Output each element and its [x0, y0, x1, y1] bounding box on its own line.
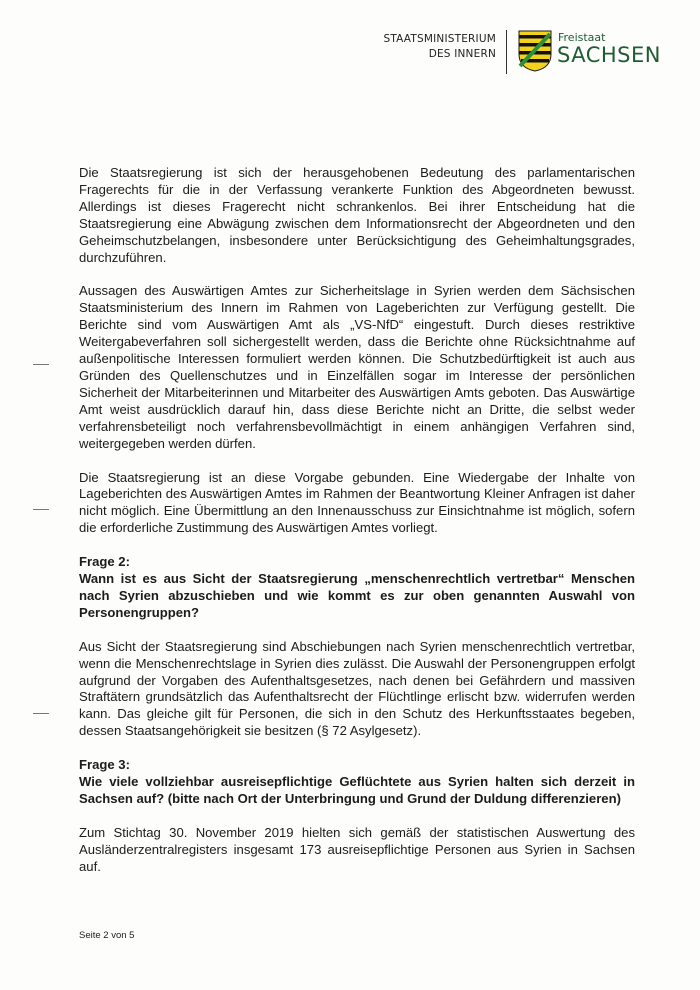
letterhead [378, 30, 678, 82]
margin-fold-mark [33, 713, 49, 714]
header-divider [506, 30, 507, 74]
question-3-text: Wie viele vollziehbar ausreisepflichtige Geflüchtete aus Syrien halten sich derzeit in Sachsen auf? (bitte nach Ort der Unterbringung und Grund der Duldung differenzieren) [79, 774, 635, 806]
margin-fold-mark [33, 509, 49, 510]
ministry-line-1: STAATSMINISTERIUM [383, 33, 496, 45]
saxony-coat-of-arms-icon [518, 30, 552, 72]
document-body [79, 165, 635, 893]
state-label-small: Freistaat [558, 31, 606, 44]
margin-fold-mark [33, 364, 49, 365]
page-number: Seite 2 von 5 [79, 930, 135, 941]
ministry-line-2: DES INNERN [428, 48, 496, 60]
state-label-large: SACHSEN [557, 43, 661, 67]
question-3-title: Frage 3: [79, 757, 130, 773]
paragraph-1: Die Staatsregierung ist sich der herausgehobenen Bedeutung des parlamentarischen Fragerechts für die in der Verfassung verankerte Funktion des Abgeordneten bewusst. Allerdings ist dieses Fragerecht nicht schrankenlos. Bei ihrer Entscheidung hat die Staatsregierung eine Abwägung zwischen dem Informationsrecht der Abgeordneten und den Geheimschutzbelangen, insbesondere unter Berücksichtigung des Geheimhaltungsgrades, durchzuführen. [79, 165, 635, 265]
ministry-name [378, 32, 496, 62]
question-2 [79, 554, 635, 622]
question-2-text: Wann ist es aus Sicht der Staatsregierung „menschenrechtlich vertretbar“ Menschen nach Syrien abzuschieben und wie kommt es zur oben genannten Auswahl von Personengruppen? [79, 571, 635, 620]
question-3 [79, 757, 635, 808]
paragraph-3: Die Staatsregierung ist an diese Vorgabe gebunden. Eine Wiedergabe der Inhalte von Lageberichten des Auswärtigen Amtes im Rahmen der Beantwortung Kleiner Anfragen ist daher nicht möglich. Eine Übermittlung an den Innenausschuss zur Einsichtnahme ist möglich, sofern die erforderliche Zustimmung des Auswärtigen Amtes vorliegt. [79, 469, 635, 536]
paragraph-2: Aussagen des Auswärtigen Amtes zur Sicherheitslage in Syrien werden dem Sächsischen Staatsministerium des Innern im Rahmen von Lageberichten zur Verfügung gestellt. Die Berichte sind vom Auswärtigen Amt als „VS-NfD“ eingestuft. Durch dieses restriktive Weitergabeverfahren soll sichergestellt werden, dass die Berichte ohne Rücksichtnahme auf außenpolitische Interessen formuliert werden können. Die Schutzbedürftigkeit ist auch aus Gründen des Quellenschutzes und in Einzelfällen sogar im Interesse der persönlichen Sicherheit der Mitarbeiterinnen und Mitarbeiter des Auswärtigen Amts geboten. Das Auswärtige Amt weist ausdrücklich darauf hin, dass diese Berichte nicht an Dritte, die selbst weder verfahrensbeteiligt noch verfahrensbevollmächtigt in einem anhängigen Verfahren sind, weitergegeben werden dürfen. [79, 283, 635, 451]
answer-3: Zum Stichtag 30. November 2019 hielten sich gemäß der statistischen Auswertung des Ausländerzentralregisters insgesamt 173 ausreisepflichtige Personen aus Syrien in Sachsen auf. [79, 824, 635, 874]
question-2-title: Frage 2: [79, 554, 130, 570]
answer-2: Aus Sicht der Staatsregierung sind Abschiebungen nach Syrien menschenrechtlich vertretbar, wenn die Menschenrechtslage in Syrien dies zulässt. Die Auswahl der Personengruppen erfolgt aufgrund der Vorgaben des Aufenthaltsgesetzes, nach denen bei Gefährdern und massiven Straftätern grundsätzlich das Aufenthaltsrecht der Flüchtlinge erlischt bzw. widerrufen werden kann. Das gleiche gilt für Personen, die sich in den Schutz des Herkunftsstaates begeben, dessen Staatsangehörigkeit sie besitzen (§ 72 Asylgesetz). [79, 638, 635, 739]
